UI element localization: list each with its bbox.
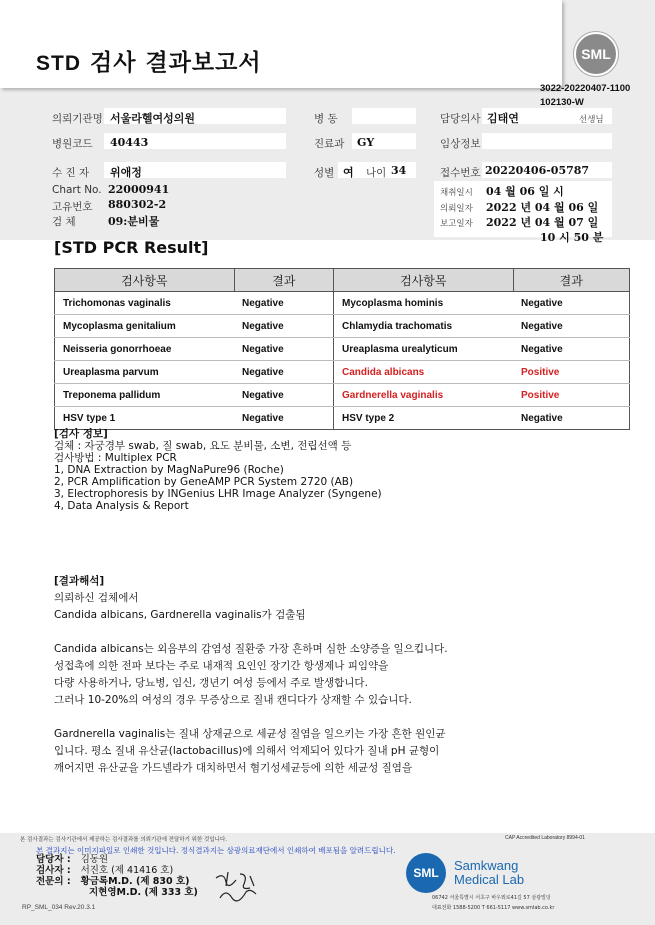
result-value-right: Negative bbox=[513, 338, 630, 361]
doctor-label: 담당의사 bbox=[440, 113, 481, 125]
request-label: 의뢰일자 bbox=[440, 204, 473, 214]
interpretation bbox=[54, 573, 448, 777]
collect-label: 채취일시 bbox=[440, 188, 473, 198]
doctor-value: 김태연 bbox=[487, 112, 519, 125]
interp-line: 그러나 10-20%의 여성의 경우 무증상으로 질내 캔디다가 상재할 수 있습니다. bbox=[54, 694, 412, 706]
uid-label: 고유번호 bbox=[52, 201, 93, 213]
col-item-right: 검사항목 bbox=[334, 269, 514, 292]
result-value-right: Positive bbox=[513, 361, 630, 384]
result-item-left: Neisseria gonorrhoeae bbox=[55, 338, 235, 361]
sex-label: 성별 bbox=[314, 167, 335, 179]
receipt-value: 20220406-05787 bbox=[485, 164, 590, 177]
interp-line: 성접촉에 의한 전파 보다는 주로 내재적 요인인 장기간 항생제나 피임약을 bbox=[54, 660, 389, 672]
table-row bbox=[55, 361, 630, 384]
patient-label: 수 진 자 bbox=[52, 167, 90, 179]
footer-top-note: 본 검사결과는 검사기관에서 제공하는 검사결과를 의뢰기관에 전달하기 위한 것입니다. bbox=[20, 837, 228, 843]
uid-value: 880302-2 bbox=[108, 198, 167, 211]
interp-heading: [결과해석] bbox=[54, 575, 105, 587]
info-line: 3, Electrophoresis by INGenius LHR Image Analyzer (Syngene) bbox=[54, 488, 382, 500]
col-item-left: 검사항목 bbox=[55, 269, 235, 292]
ward-label: 병 동 bbox=[314, 113, 338, 125]
info-line: 검사방법 : Multiplex PCR bbox=[54, 452, 177, 464]
result-value-left: Negative bbox=[234, 315, 334, 338]
result-value-left: Negative bbox=[234, 361, 334, 384]
info-heading: [검사 정보] bbox=[54, 428, 108, 440]
result-item-right: Ureaplasma urealyticum bbox=[334, 338, 514, 361]
interp-line: 입니다. 평소 질내 유산균(lactobacillus)에 의해서 억제되어 있다가 질내 pH 균형이 bbox=[54, 745, 440, 757]
result-value-right: Negative bbox=[513, 315, 630, 338]
sml-logo: SML bbox=[574, 32, 618, 76]
col-result-right: 결과 bbox=[513, 269, 630, 292]
result-item-right: HSV type 2 bbox=[334, 407, 514, 430]
result-item-right: Candida albicans bbox=[334, 361, 514, 384]
result-value-right: Positive bbox=[513, 384, 630, 407]
specimen-label: 검 체 bbox=[52, 216, 76, 228]
result-item-left: Trichomonas vaginalis bbox=[55, 292, 235, 315]
lab-address: 06742 서울특별시 서초구 바우뫼로41길 57 삼광빌딩 bbox=[432, 895, 551, 901]
lab-phone: 대표전화 1588-5200 T 661-5117 www.smlab.co.kr bbox=[432, 905, 555, 911]
interp-line: 다량 사용하거나, 당뇨병, 임신, 갱년기 여성 등에서 주로 발생합니다. bbox=[54, 677, 368, 689]
interp-line: Gardnerella vaginalis는 질내 상재균으로 세균성 질염을 일으키는 가장 흔한 원인균 bbox=[54, 728, 446, 740]
org-label: 의뢰기관명 bbox=[52, 113, 103, 125]
hospcode-value: 40443 bbox=[110, 136, 149, 149]
interp-line: 의뢰하신 검체에서 bbox=[54, 592, 139, 604]
result-value-left: Negative bbox=[234, 292, 334, 315]
chart-value: 22000941 bbox=[108, 183, 170, 196]
dept-value: GY bbox=[357, 136, 375, 149]
interp-line: 깨어지면 유산균을 가드넬라가 대치하면서 혐기성세균등에 의한 세균성 질염을 bbox=[54, 762, 413, 774]
col-result-left: 결과 bbox=[234, 269, 334, 292]
result-table bbox=[54, 268, 630, 430]
result-value-right: Negative bbox=[513, 292, 630, 315]
result-item-left: HSV type 1 bbox=[55, 407, 235, 430]
info-line: 1, DNA Extraction by MagNaPure96 (Roche) bbox=[54, 464, 284, 476]
result-section-title: [STD PCR Result] bbox=[54, 238, 209, 257]
report-label: 보고일자 bbox=[440, 219, 473, 229]
age-label: 나이 bbox=[366, 167, 387, 179]
test-info bbox=[54, 428, 382, 512]
clinic-label: 임상정보 bbox=[440, 138, 481, 150]
age-value: 34 bbox=[391, 164, 407, 177]
hospcode-label: 병원코드 bbox=[52, 138, 93, 150]
interp-line: Candida albicans, Gardnerella vaginalis가 검출됨 bbox=[54, 609, 306, 621]
report-value: 2022 년 04 월 07 일 bbox=[486, 216, 599, 229]
result-item-right: Mycoplasma hominis bbox=[334, 292, 514, 315]
accreditation: CAP Accredited Laboratory 8994-01 bbox=[505, 835, 585, 841]
table-row bbox=[55, 384, 630, 407]
signatories: 담당자 : 김동원 검사자 : 서진호 (제 41416 호) 전문의 : 황금록M.D. (제 830 호) 지현영M.D. (제 333 호) bbox=[36, 854, 198, 898]
clinic-box bbox=[482, 133, 612, 149]
report-title: STD 검사 결과보고서 bbox=[36, 50, 262, 76]
collect-value: 04 월 06 일 시 bbox=[486, 185, 564, 198]
specimen-value: 09:분비물 bbox=[108, 215, 160, 228]
patient-value: 위애정 bbox=[110, 166, 142, 179]
result-item-left: Treponema pallidum bbox=[55, 384, 235, 407]
receipt-label: 접수번호 bbox=[440, 167, 481, 179]
table-row bbox=[55, 292, 630, 315]
info-line: 검체 : 자궁경부 swab, 질 swab, 요도 분비물, 소변, 전립선액 등 bbox=[54, 440, 352, 452]
result-value-left: Negative bbox=[234, 407, 334, 430]
dept-label: 진료과 bbox=[314, 138, 345, 150]
chart-label: Chart No. bbox=[52, 184, 102, 196]
table-row bbox=[55, 338, 630, 361]
samkwang-logo: SML bbox=[406, 853, 446, 893]
result-item-right: Chlamydia trachomatis bbox=[334, 315, 514, 338]
form-number: RP_SML_034 Rev.20.3.1 bbox=[22, 904, 96, 911]
table-row bbox=[55, 315, 630, 338]
org-value: 서울라헬여성의원 bbox=[110, 112, 196, 125]
ward-box bbox=[352, 108, 416, 124]
lab-name: Samkwang Medical Lab bbox=[454, 858, 525, 887]
result-value-left: Negative bbox=[234, 338, 334, 361]
signature-image bbox=[210, 868, 265, 906]
info-line: 2, PCR Amplification by GeneAMP PCR System 2720 (AB) bbox=[54, 476, 354, 488]
interp-line: Candida albicans는 외음부의 감염성 질환중 가장 흔하며 심한 소양증을 일으킵니다. bbox=[54, 643, 448, 655]
document-number: 3022-20220407-1100 102130-W bbox=[540, 83, 631, 108]
result-item-left: Mycoplasma genitalium bbox=[55, 315, 235, 338]
footer-blue-note: 본 결과지는 이미지파일로 인쇄한 것입니다. 정식결과지는 삼광의료재단에서 인쇄하여 배포됨을 알려드립니다. bbox=[36, 846, 396, 855]
result-item-right: Gardnerella vaginalis bbox=[334, 384, 514, 407]
doctor-suffix: 선생님 bbox=[579, 115, 604, 125]
info-line: 4, Data Analysis & Report bbox=[54, 500, 189, 512]
table-row bbox=[55, 407, 630, 430]
result-value-right: Negative bbox=[513, 407, 630, 430]
request-value: 2022 년 04 월 06 일 bbox=[486, 201, 599, 214]
result-value-left: Negative bbox=[234, 384, 334, 407]
report-time: 10 시 50 분 bbox=[540, 231, 604, 244]
sex-value: 여 bbox=[343, 166, 354, 179]
result-item-left: Ureaplasma parvum bbox=[55, 361, 235, 384]
